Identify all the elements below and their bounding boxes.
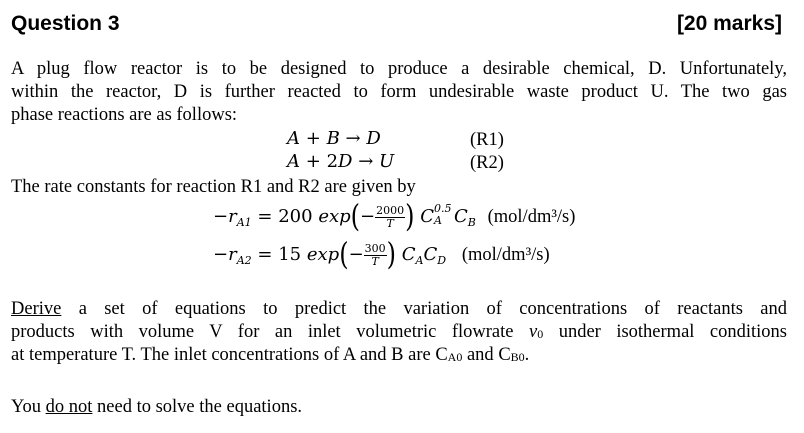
exponent-fraction-r1: $\frac{2000}{T}$ — [376, 203, 405, 230]
question-marks: [20 marks] — [676, 12, 782, 35]
reaction-r2-equation: A + 2D → U — [287, 151, 395, 172]
rate-law-r2: $-r_{A2} = 15$ exp(− $\frac{300}{T}$ ) $C_AC_D$ (mol/dm³/s) — [213, 235, 550, 273]
task-line-3: at temperature T. The inlet concentrations of A and B are CA0 and CB0. — [11, 345, 530, 365]
task-line-2: products with volume V for an inlet volumetric flowrate v0 under isothermal conditions — [11, 322, 787, 342]
intro-line-1: A plug flow reactor is to be designed to produce a desirable chemical, D. Unfortunately, — [11, 59, 787, 79]
task-line-1: Derive a set of equations to predict the variation of concentrations of reactants and — [11, 299, 788, 319]
question-title: Question 3 — [11, 12, 120, 35]
derive-keyword: Derive — [11, 299, 62, 319]
intro-line-3: phase reactions are as follows: — [11, 105, 238, 125]
reaction-r1-label: (R1) — [470, 130, 504, 150]
rate-intro: The rate constants for reaction R1 and R2 are given by — [11, 177, 416, 197]
do-not-emphasis: do not — [45, 397, 93, 417]
flowrate-symbol: v0 — [528, 322, 544, 342]
reaction-r2-label: (R2) — [470, 153, 504, 173]
intro-line-2: within the reactor, D is further reacted to form undesirable waste product U. The two gas — [11, 82, 787, 102]
note-line: You do not need to solve the equations. — [11, 397, 303, 417]
rate-law-r1: $-r_{A1} = 200$ exp(− $\frac{2000}{T}$ ) C 0.5 A $C_B$ (mol/dm³/s) — [213, 197, 576, 235]
exponent-fraction-r2: $\frac{300}{T}$ — [364, 241, 386, 268]
reaction-r1-equation: A + B → D — [287, 128, 381, 149]
